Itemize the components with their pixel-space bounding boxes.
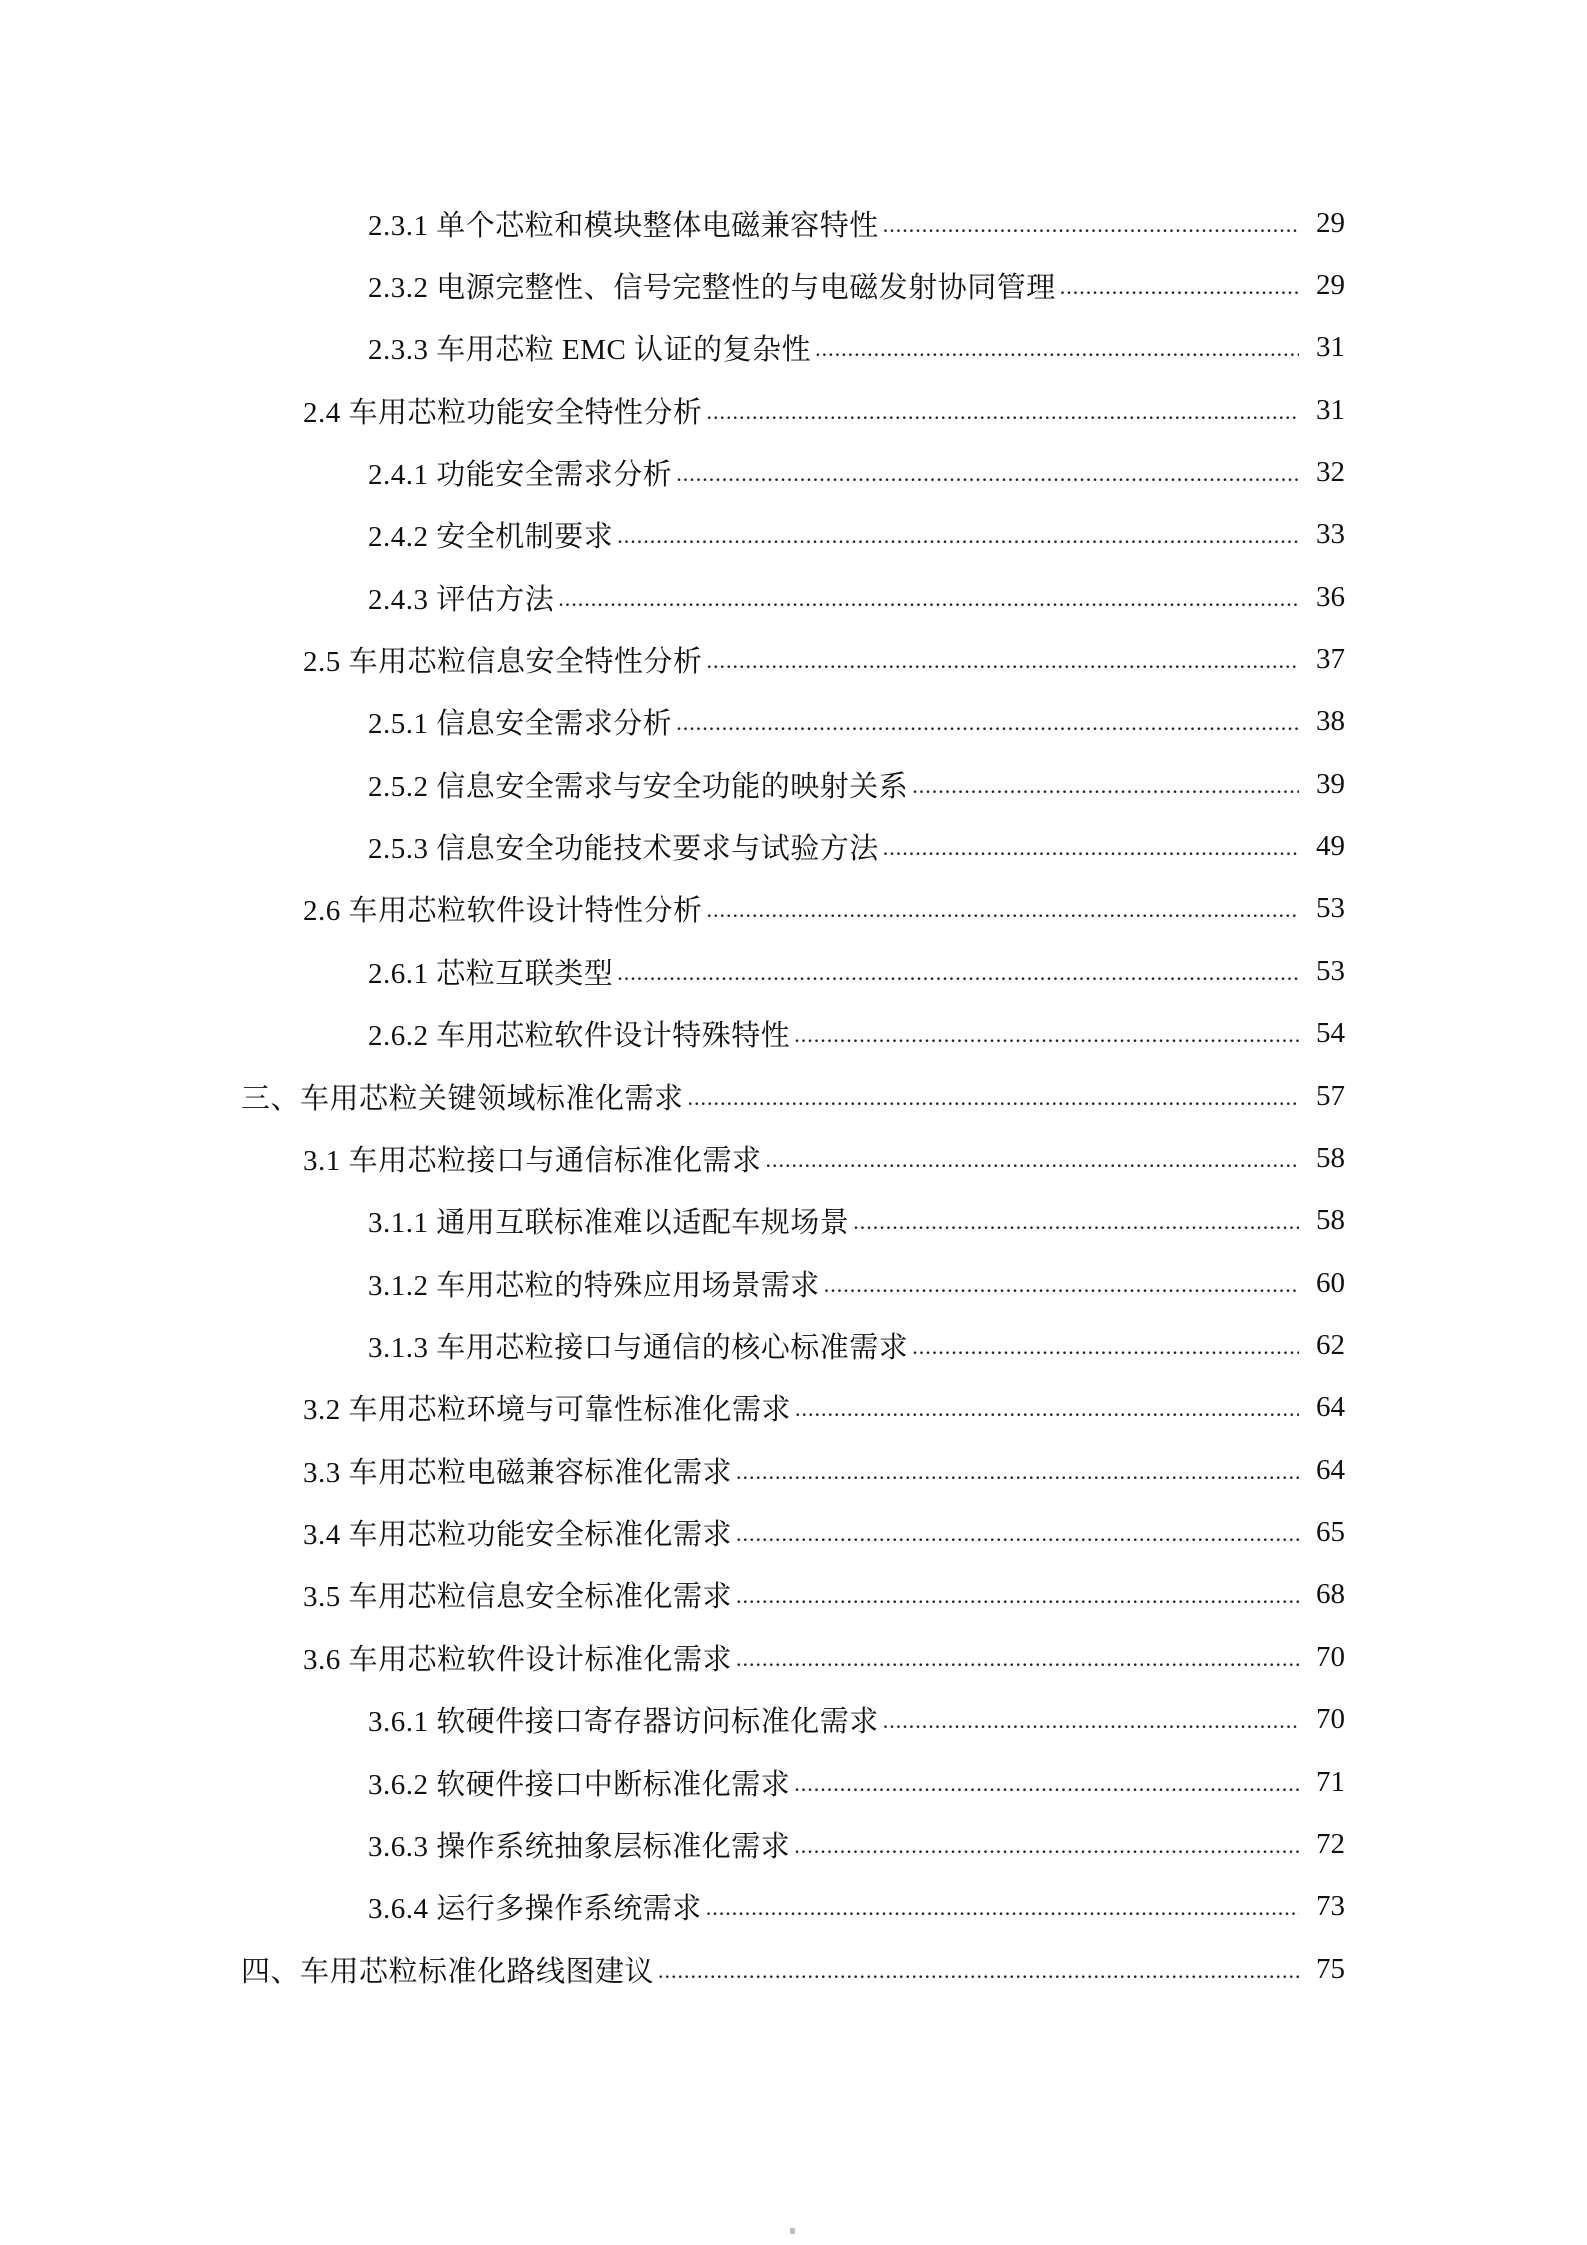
toc-page-number: 39 [1316,767,1345,800]
toc-entry-title: 2.5 车用芯粒信息安全特性分析 [303,646,703,679]
toc-dot-leader [707,645,1299,674]
toc-entry[interactable] [368,566,1345,628]
toc-entry[interactable] [303,1127,1345,1189]
toc-dot-leader [736,1456,1299,1485]
toc-page-number: 32 [1316,455,1345,488]
toc-entry-title: 3.4 车用芯粒功能安全标准化需求 [303,1519,733,1552]
toc-dot-leader [794,1830,1299,1859]
toc-entry[interactable] [368,1190,1345,1252]
toc-entry[interactable] [368,940,1345,1002]
toc-entry-title: 2.5.3 信息安全功能技术要求与试验方法 [368,833,879,866]
toc-dot-leader [912,1331,1299,1360]
toc-dot-leader [824,1269,1299,1298]
toc-entry[interactable] [368,1003,1345,1065]
toc-dot-leader [766,1144,1299,1173]
toc-dot-leader [676,458,1299,487]
toc-dot-leader [736,1643,1299,1672]
toc-entry[interactable] [368,1314,1345,1376]
toc-entry[interactable] [368,1751,1345,1813]
toc-page-number: 31 [1316,331,1345,364]
toc-page-number: 33 [1316,518,1345,551]
toc-page-number: 72 [1316,1827,1345,1860]
toc-entry-title: 3.1 车用芯粒接口与通信标准化需求 [303,1144,762,1177]
toc-entry-title: 2.4 车用芯粒功能安全特性分析 [303,396,703,429]
toc-dot-leader [617,520,1299,549]
toc-dot-leader [794,1019,1299,1048]
toc-entry-title: 2.5.1 信息安全需求分析 [368,708,673,741]
toc-entry[interactable] [303,629,1345,691]
toc-dot-leader [736,1518,1299,1547]
toc-page-number: 73 [1316,1890,1345,1923]
toc-entry-title: 3.1.1 通用互联标准难以适配车规场景 [368,1207,850,1240]
toc-dot-leader [707,396,1299,425]
toc-entry[interactable] [368,1876,1345,1938]
toc-entry[interactable] [368,192,1345,254]
toc-entry-title: 2.5.2 信息安全需求与安全功能的映射关系 [368,770,909,803]
toc-page-number: 37 [1316,643,1345,676]
toc-entry-title: 3.5 车用芯粒信息安全标准化需求 [303,1581,733,1614]
toc-entry[interactable] [303,1564,1345,1626]
toc-page-number: 29 [1316,268,1345,301]
toc-page-number: 68 [1316,1578,1345,1611]
toc-entry-title: 3.2 车用芯粒环境与可靠性标准化需求 [303,1394,792,1427]
toc-entry[interactable] [303,379,1345,441]
toc-page-number: 58 [1316,1204,1345,1237]
toc-dot-leader [795,1393,1299,1422]
toc-entry[interactable] [303,1502,1345,1564]
toc-dot-leader [558,583,1299,612]
toc-page-number: 49 [1316,830,1345,863]
toc-dot-leader [794,1768,1299,1797]
toc-entry-title: 2.4.3 评估方法 [368,583,555,616]
toc-page-number: 38 [1316,705,1345,738]
toc-entry[interactable] [368,1813,1345,1875]
toc-entry[interactable] [241,1065,1345,1127]
toc-entry-title: 3.6 车用芯粒软件设计标准化需求 [303,1643,733,1676]
toc-entry-title: 3.6.4 运行多操作系统需求 [368,1893,702,1926]
toc-entry[interactable] [368,504,1345,566]
toc-page-number: 62 [1316,1328,1345,1361]
toc-dot-leader [736,1580,1299,1609]
toc-entry-title: 2.6.2 车用芯粒软件设计特殊特性 [368,1020,791,1053]
toc-page-number: 53 [1316,954,1345,987]
toc-dot-leader [912,770,1299,799]
toc-entry-title: 2.4.2 安全机制要求 [368,521,614,554]
toc-entry-title: 三、车用芯粒关键领域标准化需求 [241,1082,684,1115]
toc-entry-title: 3.6.2 软硬件接口中断标准化需求 [368,1768,791,1801]
toc-entry-title: 2.6 车用芯粒软件设计特性分析 [303,895,703,928]
page-marker [790,2228,795,2234]
toc-entry-title: 2.6.1 芯粒互联类型 [368,957,614,990]
toc-entry[interactable] [368,1689,1345,1751]
toc-entry[interactable] [368,816,1345,878]
toc-page-number: 70 [1316,1640,1345,1673]
toc-dot-leader [676,707,1299,736]
toc-entry[interactable] [368,691,1345,753]
toc-dot-leader [706,1892,1299,1921]
toc-entry-title: 3.6.3 操作系统抽象层标准化需求 [368,1830,791,1863]
toc-entry[interactable] [368,441,1345,503]
toc-entry[interactable] [368,1252,1345,1314]
toc-entry[interactable] [368,254,1345,316]
toc-entry-title: 2.3.3 车用芯粒 EMC 认证的复杂性 [368,334,812,367]
toc-page-number: 64 [1316,1453,1345,1486]
toc-entry[interactable] [303,1439,1345,1501]
toc-entry[interactable] [241,1938,1345,2000]
toc-page-number: 64 [1316,1391,1345,1424]
toc-entry-title: 2.3.2 电源完整性、信号完整性的与电磁发射协同管理 [368,271,1056,304]
toc-entry[interactable] [303,1626,1345,1688]
toc-entry[interactable] [303,1377,1345,1439]
toc-entry[interactable] [303,878,1345,940]
toc-page-number: 53 [1316,892,1345,925]
toc-entry-title: 2.4.1 功能安全需求分析 [368,458,673,491]
toc-entry-title: 3.1.3 车用芯粒接口与通信的核心标准需求 [368,1331,909,1364]
toc-dot-leader [617,957,1299,986]
toc-dot-leader [1060,271,1299,300]
toc-page-number: 31 [1316,393,1345,426]
toc-page-number: 60 [1316,1266,1345,1299]
toc-dot-leader [883,832,1299,861]
toc-page-number: 36 [1316,580,1345,613]
toc-entry-title: 四、车用芯粒标准化路线图建议 [241,1955,655,1988]
toc-page-number: 65 [1316,1516,1345,1549]
toc-dot-leader [707,894,1299,923]
toc-entry-title: 3.3 车用芯粒电磁兼容标准化需求 [303,1456,733,1489]
toc-page-number: 75 [1316,1952,1345,1985]
toc-page-number: 71 [1316,1765,1345,1798]
toc-dot-leader [658,1955,1299,1984]
toc-page-number: 54 [1316,1017,1345,1050]
toc-entry[interactable] [368,753,1345,815]
toc-entry-title: 3.6.1 软硬件接口寄存器访问标准化需求 [368,1706,879,1739]
toc-entry[interactable] [368,317,1345,379]
toc-dot-leader [688,1082,1299,1111]
toc-dot-leader [883,209,1299,238]
toc-page-number: 29 [1316,206,1345,239]
toc-dot-leader [815,333,1299,362]
toc-dot-leader [883,1705,1299,1734]
toc-page-number: 58 [1316,1141,1345,1174]
toc-dot-leader [853,1206,1299,1235]
toc-page-number: 57 [1316,1079,1345,1112]
toc-page-number: 70 [1316,1703,1345,1736]
toc-entry-title: 2.3.1 单个芯粒和模块整体电磁兼容特性 [368,209,879,242]
toc-entry-title: 3.1.2 车用芯粒的特殊应用场景需求 [368,1269,820,1302]
